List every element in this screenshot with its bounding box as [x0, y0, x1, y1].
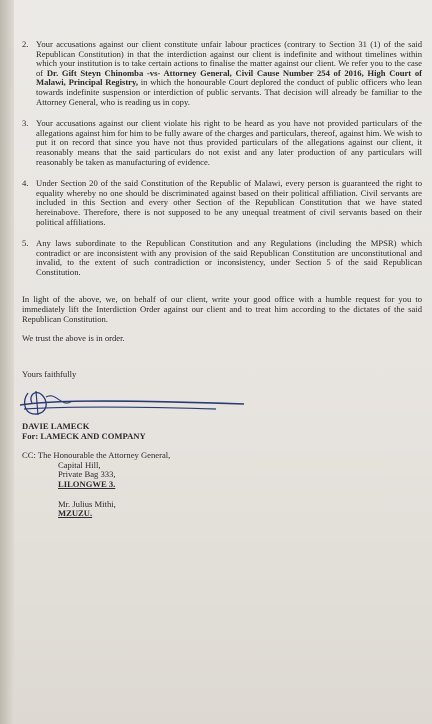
item-number: 2. — [22, 39, 29, 49]
item-number: 5. — [22, 238, 29, 249]
list-item — [22, 40, 422, 107]
cc-recipient-1: CC: The Honourable the Attorney General, — [22, 450, 171, 461]
valediction: Yours faithfully — [22, 368, 77, 379]
cc-address-line: Capital Hill, — [58, 459, 101, 470]
cc-recipient-2: Mr. Julius Mithi, — [58, 498, 116, 509]
list-item — [22, 239, 422, 277]
cc-address-line: Private Bag 333, — [58, 469, 116, 480]
item-number: 3. — [22, 118, 29, 129]
signatory-name: DAVIE LAMECK — [22, 421, 90, 432]
letter-body — [22, 40, 422, 519]
trust-line: We trust the above is in order. — [22, 333, 125, 344]
page-fold-shadow — [0, 0, 14, 724]
item-text: Your accusations against our client violate his right to be heard as you have not provided particulars of the allegations against him for him to be fully aware of the charges and particulars, thereof, against him. We wish to put it on record that since you have not thus provided particulars of the allegations against our client, it reasonably means that the said particulars do not exist and any later production of any particulars will reasonably be taken as manufacturing of evidence. — [36, 118, 422, 167]
signatory-firm: For: LAMECK AND COMPANY — [22, 430, 146, 441]
item-text: Your accusations against our client constitute unfair labour practices (contrary to Section 31 (1) of the said Republican Constitution) in that the interdiction against our client is indefinite and without timelines within which your institution is to take certain actions to finalise the matter against our client. We refer you to the case of Dr. Gift Steyn Chinomba -vs- Attorney General, Civil Cause Number 254 of 2016, High Court of Malawi, Principal Registry, in which the honourable Court deplored the conduct of public officers who lean towards indefinite suspension or interdiction of public servants. That decision will already be familiar to the Attorney General, who is reading us in copy. — [36, 39, 423, 107]
signature-image — [16, 387, 246, 417]
cc-city-2: MZUZU. — [58, 508, 93, 519]
item-number: 4. — [22, 178, 29, 189]
cc-city-1: LILONGWE 3. — [58, 479, 116, 489]
list-item — [22, 179, 422, 227]
item-text: Under Section 20 of the said Constitution of the Republic of Malawi, every person is guaranteed the right to equality whereby no one should be discriminated against based on their political affiliation. Civil servants are included in this Section and every other Section of the Republican Constitution that we have stated hereinabove. Therefore, there is not supposed to be any unequal treatment of civil servants based on their political affiliations. — [36, 178, 422, 227]
list-item — [22, 119, 422, 167]
closing-paragraph: In light of the above, we, on behalf of our client, write your good office with a humble request for you to immediately lift the Interdiction Order against our client and to treat him according to the dictates of the said Republican Constitution. — [22, 294, 422, 324]
item-text: Any laws subordinate to the Republican Constitution and any Regulations (including the MPSR) which contradict or are inconsistent with any provision of the said Republican Constitution are unconstitutional and invalid, to the extent of such contradiction or inconsistency, under Section 5 of the said Republican Constitution. — [36, 238, 422, 277]
cc-block — [22, 451, 422, 519]
